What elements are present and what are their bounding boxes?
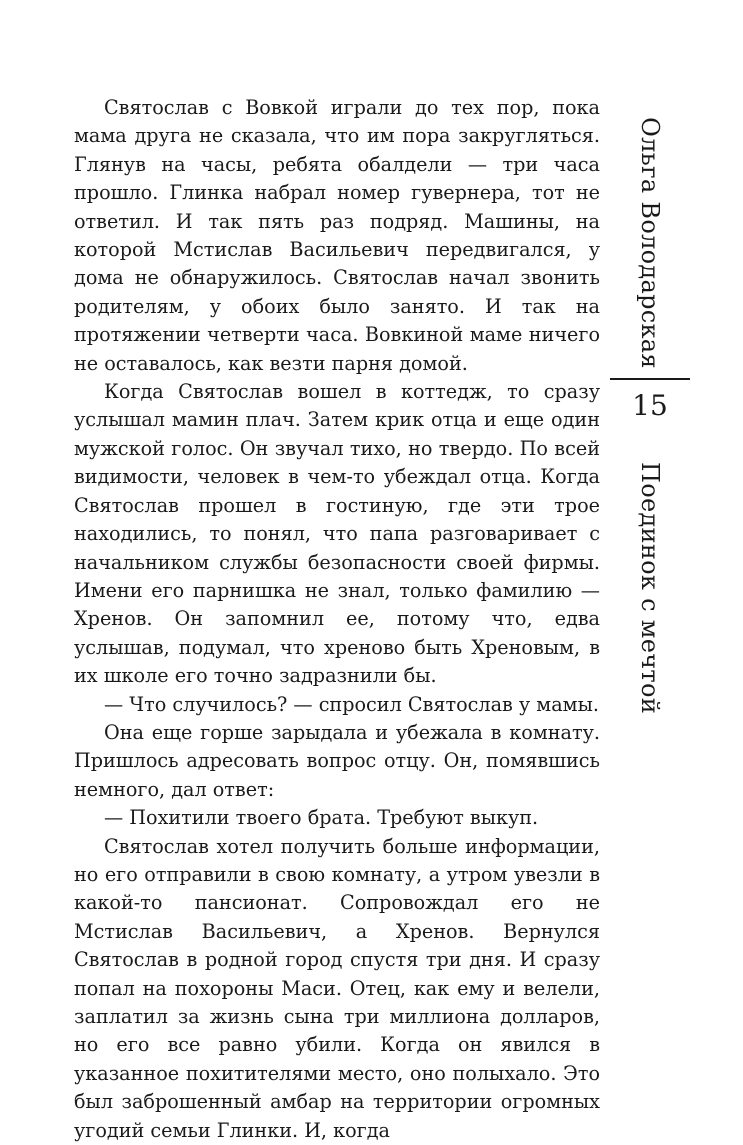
paragraph-2: Когда Святослав вошел в коттедж, то сразу услышал мамин плач. Затем крик отца и еще один мужской голос. Он звучал тихо, но твердо. По всей видимости, человек в чем-то убеждал отца. Когда Святослав прошел в гостиную, где эти трое находились, то понял, что папа разговаривает с начальником службы безопасности своей фирмы. Имени его парнишка не знал, только фамилию — Хренов. Он запомнил ее, потому что, едва услышав, подумал, что хреново быть Хреновым, в их школе его точно задразнили бы. [74, 380, 600, 688]
running-header-margin [610, 117, 690, 715]
dialogue-line-question: — Что случилось? — спросил Святослав у мамы. [104, 692, 599, 716]
paragraph-3: Она еще горше зарыдала и убежала в комнату. Пришлось адресовать вопрос отцу. Он, помявшись немного, дал ответ: [74, 720, 600, 801]
header-divider [610, 378, 690, 380]
running-header-author [610, 117, 690, 369]
paragraph-1: Святослав с Вовкой играли до тех пор, пока мама друга не сказала, что им пора закругляться. Глянув на часы, ребята обалдели — три часа прошло. Глинка набрал номер гувернера, тот не ответил. И так пять раз подряд. Машины, на которой Мстислав Васильевич передвигался, у дома не обнаружилось. Святослав начал звонить родителям, у обоих было занято. И так на протяжении четверти часа. Вовкиной маме ничего не оставалось, как везти парня домой. [74, 96, 600, 375]
page-number: 15 [632, 389, 668, 422]
author-name: Ольга Володарская [636, 117, 665, 369]
paragraph-4: Святослав хотел получить больше информации, но его отправили в свою комнату, а утром увезли в какой-то пансионат. Сопровождал его не Мстислав Васильевич, а Хренов. Вернулся Святослав в родной город спустя три дня. И сразу попал на похороны Маси. Отец, как ему и велели, заплатил за жизнь сына три миллиона долларов, но его все равно убили. Когда он явился в указанное похитителями место, оно полыхало. Это был заброшенный амбар на территории огромных угодий семьи Глинки. И, когда [74, 834, 600, 1142]
page-body-text [74, 94, 600, 1145]
book-title: Поединок с мечтой [636, 461, 664, 715]
running-header-title [610, 461, 690, 715]
dialogue-line-answer: — Похитили твоего брата. Требуют выкуп. [104, 806, 539, 830]
